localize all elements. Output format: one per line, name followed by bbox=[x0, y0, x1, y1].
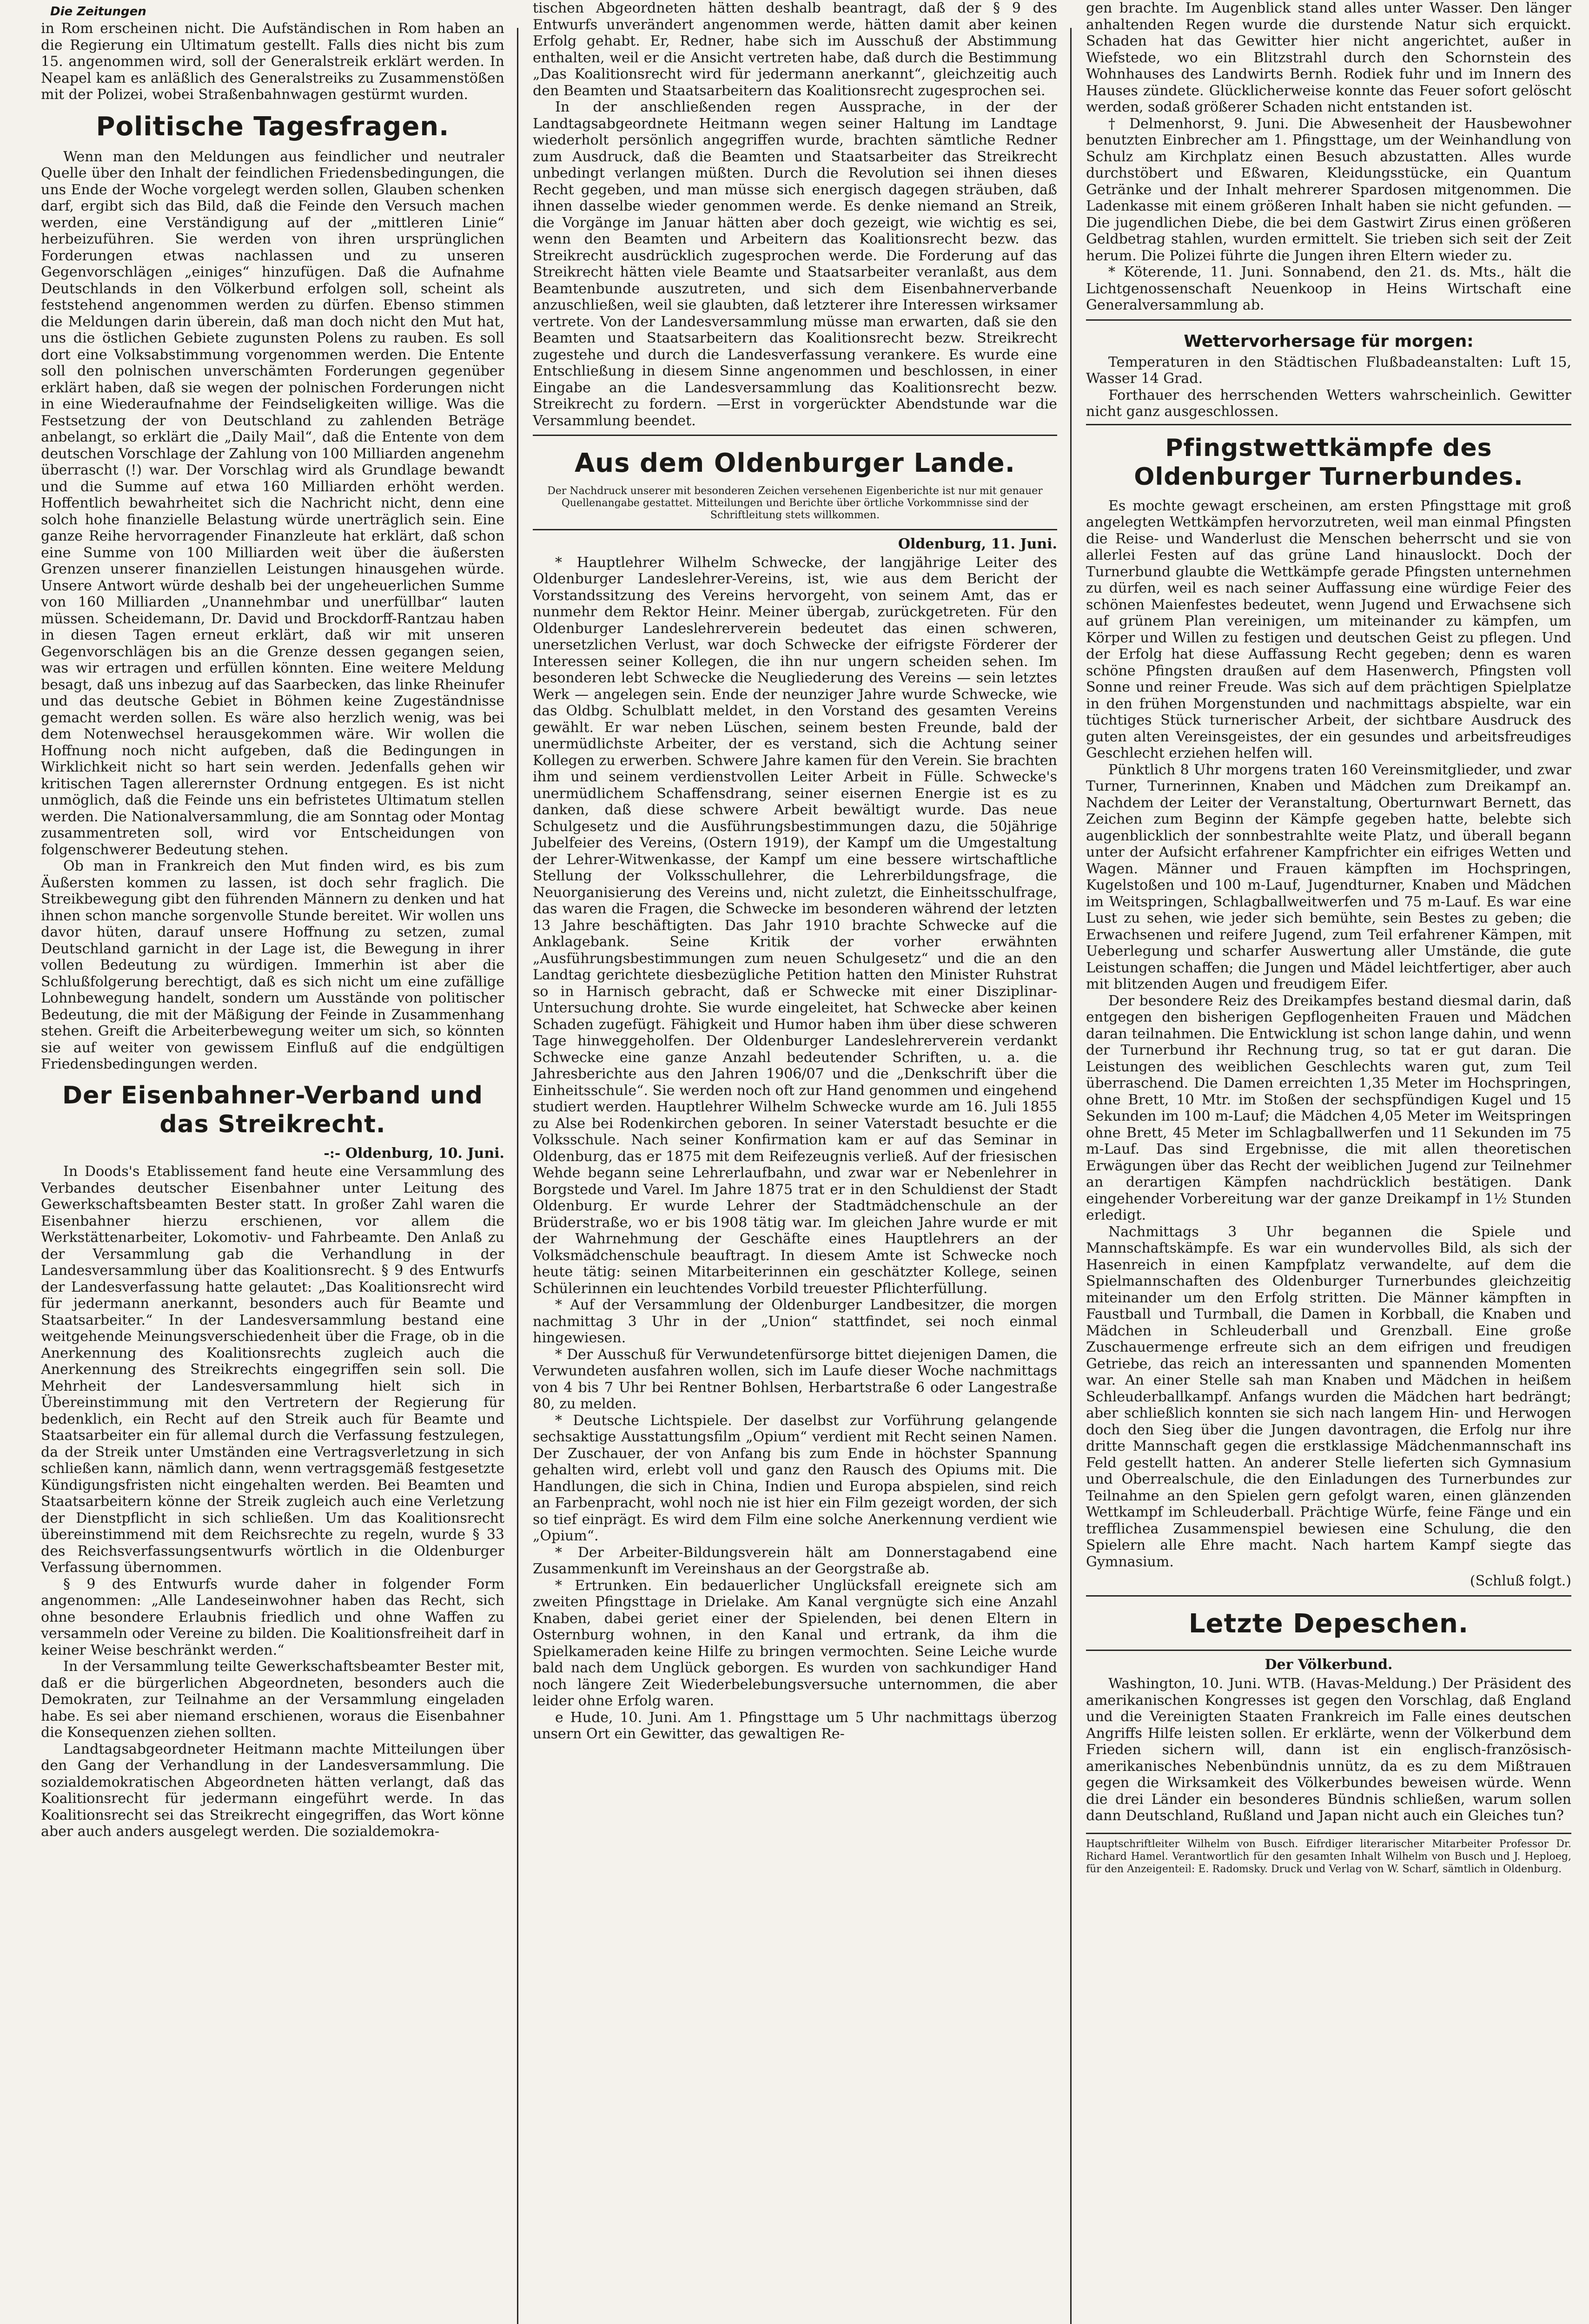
headline-letzte-depeschen: Letzte Depeschen. bbox=[1188, 1608, 1469, 1639]
headline-pfingstwettkaempfe: Pfingstwettkämpfe des Oldenburger Turnerbundes. bbox=[1134, 434, 1523, 491]
local-news-item: † Delmenhorst, 9. Juni. Die Abwesenheit der Hausbewohner benutzten Einbrecher am 1. Pfingsttage, um der Weinhandlung von Schulz am Kirchplatz einen Besuch abzustatten. Alles wurde durchstöbert und Eßwaren, Kleidungsstücke, ein Quantum Getränke und der Inhalt mehrerer Spardosen mitgenommen. Die Ladenkasse mit einem größeren Inhalt haben sie nicht gefunden. — Die jugendlichen Diebe, die bei dem Gastwirt Zirus einen größeren Geldbetrag stahlen, wurden ermittelt. Sie trieben sich seit der Zeit herum. Die Polizei führte die Jungen ihren Eltern wieder zu. bbox=[1086, 115, 1571, 264]
continued-note: (Schluß folgt.) bbox=[1470, 1573, 1571, 1589]
article-paragraph: Nachmittags 3 Uhr begannen die Spiele und Mannschaftskämpfe. Es war ein wundervolles Bild, als sich der Hasenreich in einen Kampfplatz verwandelte, auf dem die Spielmannschaften des Oldenburger Turnerbundes gleichzeitig miteinander um den Erfolg stritten. Die Männer kämpften in Faustball und Turmball, die Damen in Korbball, die Knaben und Mädchen in Schleuderball und Grenzball. Eine große Zuschauermenge erfreute sich an dem eifrigen und freudigen Getriebe, das reich an interessanten und spannenden Momenten war. An einer Stelle sah man Knaben und Mädchen in heißem Schleuderballkampf. Anfangs wurden die Mädchen hart bedrängt; aber schließlich konnten sie sich nach langem Hin- und Herwogen doch den Sieg über die Jungen davontragen, die Erfolg nur ihre dritte Mannschaft gegen die erstklassige Mädchenmannschaft ins Feld gestellt hatten. An anderer Stelle lieferten sich Gymnasium und Oberrealschule, die den Einladungen des Turnerbundes zur Teilnahme an den Spielen gern gefolgt waren, einen glänzenden Wettkampf im Schleuderball. Prächtige Würfe, feine Fänge und ein trefflichea Zusammenspiel bewiesen eine Schulung, die den Spielern alle Ehre macht. Nach hartem Kampf siegte das Gymnasium. bbox=[1086, 1223, 1571, 1570]
section-header-box bbox=[533, 435, 1057, 530]
depeschen-subhead: Der Völkerbund. bbox=[1265, 1656, 1393, 1673]
headline-politische-tagesfragen: Politische Tagesfragen. bbox=[96, 111, 450, 142]
local-news-item: gen brachte. Im Augenblick stand alles unter Wasser. Den länger anhaltenden Regen wurde die durstende Natur sich erquickt. Schaden hat das Gewitter hier nicht angerichtet, außer in Wiefstede, wo ein Blitzstrahl durch den Schornstein des Wohnhauses des Landwirts Bernh. Rodiek fuhr und im Innern des Hauses zündete. Glücklicherweise konnte das Feuer sofort gelöscht werden, sodaß größerer Schaden nicht entstanden ist. bbox=[1086, 0, 1571, 115]
local-news-item: * Der Ausschuß für Verwundetenfürsorge bittet diejenigen Damen, die Verwundeten ausfahren wollen, sich im Laufe dieser Woche nachmittags von 4 bis 7 Uhr bei Rentner Bohlsen, Herbartstraße 6 oder Langestraße 80, zu melden. bbox=[533, 1346, 1057, 1412]
article-paragraph: Wenn man den Meldungen aus feindlicher und neutraler Quelle über den Inhalt der feindlichen Friedensbedingungen, die uns Ende der Woche vorgelegt werden sollen, Glauben schenken darf, ergibt sich das Bild, daß die Feinde den Versuch machen werden, eine Verständigung auf der „mittleren Linie“ herbeizuführen. Sie werden von ihren ursprünglichen Forderungen etwas nachlassen und zu unseren Gegenvorschlägen „einiges“ hinzufügen. Daß die Aufnahme Deutschlands in den Völkerbund erfolgen soll, scheint als feststehend angenommen werden zu dürfen. Ebenso stimmen die Meldungen darin überein, daß man doch nicht den Mut hat, uns die östlichen Gebiete zugunsten Polens zu rauben. Es soll dort eine Volksabstimmung vorgenommen werden. Die Entente soll den polnischen unverschämten Forderungen gegenüber erklärt haben, daß sie wegen der polnischen Forderungen nicht in eine Wiederaufnahme der Feindseligkeiten willige. Was die Festsetzung der von Deutschland zu zahlenden Beträge anbelangt, so erklärt die „Daily Mail“, daß die Entente von dem deutschen Vorschlage der Zahlung von 100 Milliarden angenehm überrascht (!) war. Der Vorschlag wird als Grundlage bewandt und die Summe auf etwa 160 Milliarden erhöht werden. Hoffentlich bewahrheitet sich die Nachricht nicht, denn eine solch hohe finanzielle Belastung würde unerträglich sein. Eine ganze Reihe hervorragender Finanzleute hat erklärt, daß schon eine Summe von 100 Milliarden weit über die äußersten Grenzen unserer finanziellen Leistungen hinausgehen würde. Unsere Antwort würde deshalb bei der ungeheuerlichen Summe von 160 Milliarden „Unannehmbar und unerfüllbar“ lauten müssen. Scheidemann, Dr. David und Brockdorff-Rantzau haben in diesen Tagen erneut erklärt, daß wir mit unseren Gegenvorschlägen bis an die Grenze dessen gegangen seien, was wir ertragen und erfüllen könnten. Eine weitere Meldung besagt, daß uns inbezug auf das Saarbecken, das linke Rheinufer und das deutsche Gebiet in Böhmen keine Zugeständnisse gemacht werden sollen. Es wäre also herzlich wenig, was bei dem Notenwechsel herausgekommen wäre. Wir wollen die Hoffnung noch nicht aufgeben, daß die Bedingungen in Wirklichkeit nicht so hart sein werden. Jedenfalls gehen wir kritischen Tagen allerernster Ordnung entgegen. Es ist nicht unmöglich, daß die Feinde uns ein befristetes Ultimatum stellen werden. Die Nationalversammlung, die am Sonntag oder Montag zusammentreten soll, wird vor Entscheidungen von folgenschwerer Bedeutung stehen. bbox=[41, 148, 504, 858]
article-paragraph: § 9 des Entwurfs wurde daher in folgender Form angenommen: „Alle Landeseinwohner haben das Recht, sich ohne besondere Erlaubnis friedlich und ohne Waffen zu versammeln oder Vereine zu bilden. Die Koalitionsfreiheit darf in keiner Weise beschränkt werden.“ bbox=[41, 1576, 504, 1658]
headline-eisenbahner-verband: Der Eisenbahner-Verband und das Streikrecht. bbox=[62, 1081, 483, 1138]
column-3 bbox=[1078, 0, 1580, 2324]
local-news-item: * Auf der Versammlung der Oldenburger Landbesitzer, die morgen nachmittag 3 Uhr in der „Union“ stattfindet, sei noch einmal hingewiesen. bbox=[533, 1297, 1057, 1346]
depeschen-box bbox=[1086, 1595, 1571, 1651]
local-news-item: * Hauptlehrer Wilhelm Schwecke, der langjährige Leiter des Oldenburger Landeslehrer-Vereins, ist, wie aus dem Bericht der Vorstandssitzung des Vereins hervorgeht, von seinem Amt, das er nunmehr dem Rektor Heinr. Meiner übergab, zurückgetreten. Für den Oldenburger Landeslehrerverein bedeutet das einen schweren, unersetzlichen Verlust, war doch Schwecke der eifrigste Förderer der Interessen seiner Kollegen, die ihn nur ungern scheiden sehen. Im besonderen lebt Schwecke die Neugliederung des Vereins — sein letztes Werk — angelegen sein. Ende der neunziger Jahre wurde Schwecke, wie das Oldbg. Schulblatt meldet, in den Vorstand des gesamten Vereins gewählt. Er war neben Lüschen, seinem besten Freunde, bald der unermüdlichste Arbeiter, der es verstand, sich die Achtung seiner Kollegen zu erwerben. Schwere Jahre kamen für den Verein. Sie brachten ihm und seinem verdienstvollen Leiter Arbeit in Fülle. Schwecke's unermüdlichem Schaffensdrang, seiner eisernen Energie ist es zu danken, daß diese schwere Arbeit bewältigt wurde. Das neue Schulgesetz und die Ausführungsbestimmungen dazu, die 50jährige Jubelfeier des Vereins, (Ostern 1919), der Kampf um die Umgestaltung der Lehrer-Witwenkasse, der Kampf um eine bessere wirtschaftliche Stellung der Volksschullehrer, die Lehrerbildungsfrage, die Neuorganisierung des Vereins und, nicht zuletzt, die Einheitsschulfrage, das waren die Fragen, die Schwecke im besonderen während der letzten 13 Jahre beschäftigten. Das Jahr 1910 brachte Schwecke auf die Anklagebank. Seine Kritik der vorher erwähnten „Ausführungsbestimmungen zum neuen Schulgesetz“ und die an den Landtag gerichtete diesbezügliche Petition hatten den Minister Ruhstrat so in Harnisch gebracht, daß er Schwecke mit einer Disziplinar-Untersuchung drohte. Sie wurde eingeleitet, hat Schwecke aber keinen Schaden zugefügt. Fähigkeit und Humor haben ihm über diese schweren Tage hinweggeholfen. Der Oldenburger Landeslehrerverein verdankt Schwecke eine ganze Anzahl bedeutender Schriften, u. a. die Jahresberichte aus den Jahren 1906/07 und die „Denkschrift über die Einheitsschule“. Sie werden noch oft zur Hand genommen und eingehend studiert werden. Hauptlehrer Wilhelm Schwecke wurde am 16. Juli 1855 zu Alse bei Rodenkirchen geboren. In seiner Vaterstadt besuchte er die Volksschule. Nach seiner Konfirmation kam er auf das Seminar in Oldenburg, das er 1875 mit dem Reifezeugnis verließ. Auf der friesischen Wehde begann seine Lehrerlaufbahn, und zwar war er Nebenlehrer in Borgstede und Varel. Im Jahre 1875 trat er in den Schuldienst der Stadt Oldenburg. Er wurde Lehrer der Stadtmädchenschule an der Brüderstraße, wo er bis 1908 tätig war. Im gleichen Jahre wurde er mit der Wahrnehmung der Geschäfte eines Hauptlehrers an der Volksmädchenschule beauftragt. In diesem Amte ist Schwecke noch heute tätig: seinen Mitarbeiterinnen ein geschätzter Kollege, seinen Schülerinnen ein leuchtendes Vorbild treuester Pflichterfüllung. bbox=[533, 554, 1057, 1297]
article-paragraph: tischen Abgeordneten hätten deshalb beantragt, daß der § 9 des Entwurfs unverändert angenommen werde, hätten damit aber keinen Erfolg gehabt. Er, Redner, habe sich im Ausschuß der Abstimmung enthalten, weil er die Ansicht vertreten habe, daß durch die Bestimmung „Das Koalitionsrecht wird für jedermann anerkannt“, gleichzeitig auch den Beamten und Staatsarbeitern das Koalitionsrecht zugesprochen sei. bbox=[533, 0, 1057, 99]
dateline: Oldenburg, 11. Juni. bbox=[898, 536, 1057, 552]
article-paragraph: In Doods's Etablissement fand heute eine Versammlung des Verbandes deutscher Eisenbahner unter Leitung des Gewerkschaftsbeamten Bester statt. In großer Zahl waren die Eisenbahner hierzu erschienen, vor allem die Werkstättenarbeiter, Lokomotiv- und Fahrbeamte. Den Anlaß zu der Versammlung gab die Verhandlung in der Landesversammlung über das Koalitionsrecht. § 9 des Entwurfs der Landesverfassung hatte gelautet: „Das Koalitionsrecht wird für jedermann anerkannt, besonders auch für Beamte und Staatsarbeiter.“ In der Landesversammlung bestand eine weitgehende Meinungsverschiedenheit über die Frage, ob in die Anerkennung des Koalitionsrechts zugleich auch die Anerkennung des Streikrechts eingegriffen sein soll. Die Mehrheit der Landesversammlung hielt sich in Übereinstimmung mit den Vertretern der Regierung für bedenklich, ein Recht auf den Streik auch für Beamte und Staatsarbeiter ein für allemal durch die Verfassung festzulegen, da der Streik unter Umständen eine Vertragsverletzung in sich schließen kann, nämlich dann, wenn vertragsgemäß festgesetzte Kündigungsfristen nicht eingehalten werden. Bei Beamten und Staatsarbeitern könne der Streik zugleich auch eine Verletzung der Dienstpflicht in sich schließen. Um das Koalitionsrecht übereinstimmend mit dem Reichsrechte zu regeln, wurde § 33 des Reichsverfassungsentwurfs wörtlich in die Oldenburger Verfassung übernommen. bbox=[41, 1163, 504, 1576]
article-paragraph: In der anschließenden regen Aussprache, in der der Landtagsabgeordnete Heitmann wegen seiner Haltung im Landtage wiederholt persönlich angegriffen wurde, brachten sämtliche Redner zum Ausdruck, daß die Beamten und Staatsarbeiter das Streikrecht unbedingt verlangen müßten. Durch die Revolution sei ihnen dieses Recht gegeben, und man müsse sich energisch dagegen sträuben, daß ihnen dasselbe wieder genommen werde. Es denke niemand an Streik, die Vorgänge im Januar hätten aber doch gezeigt, wie wichtig es sei, wenn den Beamten und Arbeitern das Koalitionsrecht bezw. das Streikrecht ausdrücklich zugesprochen werde. Die Forderung auf das Streikrecht hätten viele Beamte und Staatsarbeiter veranlaßt, aus dem Beamtenbunde auszutreten, und sich dem Eisenbahnerverbande anzuschließen, weil sie glaubten, daß letzterer ihre Interessen wirksamer vertrete. Von der Landesversammlung müsse man erwarten, daß sie den Beamten und Staatsarbeitern das Koalitionsrecht bezw. Streikrecht zugestehe und durch die Landesverfassung verankere. Es wurde eine Entschließung in diesem Sinne angenommen und beschlossen, in einer Eingabe an die Landesversammlung das Koalitionsrecht bezw. Streikrecht zu fordern. —Erst in vorgerückter Abendstunde war die Versammlung beendet. bbox=[533, 99, 1057, 429]
depeschen-text: Washington, 10. Juni. WTB. (Havas-Meldung.) Der Präsident des amerikanischen Kongresses ist gegen den Vorschlag, daß England und die Vereinigten Staaten Frankreich im Falle eines deutschen Angriffs Hilfe leisten sollen. Er erklärte, wenn der Völkerbund dem Frieden sichern will, dann ist ein englisch-französisch-amerikanisches Nebenbündnis unnütz, da es zu dem Mißtrauen gegen die Wirksamkeit des Völkerbundes beweisen würde. Wenn die drei Länder ein besonderes Bündnis schließen, warum sollen dann Deutschland, Rußland und Japan nicht auch ein Gleiches tun? bbox=[1086, 1676, 1571, 1824]
column-rule bbox=[517, 28, 518, 2324]
local-news-item: e Hude, 10. Juni. Am 1. Pfingsttage um 5 Uhr nachmittags überzog unsern Ort ein Gewitter, das gewaltigen Re- bbox=[533, 1709, 1057, 1742]
reprint-note: Der Nachdruck unserer mit besonderen Zeichen versehenen Eigenberichte ist nur mit genauer Quellenangabe gestattet. Mitteilungen und Berichte über örtliche Vorkommnisse sind der Schriftleitung stets willkommen. bbox=[547, 485, 1043, 521]
headline-wettervorhersage: Wettervorhersage für morgen: bbox=[1184, 331, 1474, 351]
article-paragraph: Es mochte gewagt erscheinen, am ersten Pfingsttage mit groß angelegten Wettkämpfen hervorzutreten, weil man einmal Pfingsten die Reise- und Wanderlust die Menschen beherrscht und sie von allerlei Festen auf das grüne Land hinauslockt. Doch der Turnerbund glaubte die Wettkämpfe gerade Pfingsten unternehmen zu dürfen, weil es nach seiner Auffassung eine würdige Feier des schönen Maienfestes bedeutet, wenn Jugend und Erwachsene sich auf grünem Plan vereinigen, um miteinander zu kämpfen, um Körper und Willen zu festigen und deutschen Geist zu pflegen. Und der Erfolg hat diese Auffassung Recht gegeben; denn es waren schöne Pfingsten draußen auf dem Hasenwerch, Pfingsten voll Sonne und reiner Freude. Was sich auf dem prächtigen Spielplatze in den frühen Morgenstunden und nachmittags abspielte, war ein tüchtiges Stück turnerischer Arbeit, der sichtbare Ausdruck des guten alten Vereinsgeistes, der ein gesundes und arbeitsfreudiges Geschlecht erziehen helfen will. bbox=[1086, 497, 1571, 761]
column-rule bbox=[1070, 28, 1072, 2324]
local-news-item: * Deutsche Lichtspiele. Der daselbst zur Vorführung gelangende sechsaktige Ausstattungsfilm „Opium“ verdient mit Recht seinen Namen. Der Zuschauer, der von Anfang bis zum Ende in höchster Spannung gehalten wird, erlebt voll und ganz den Rausch des Opiums mit. Die Handlungen, die sich in China, Indien und Europa abspielen, sind reich an Farbenpracht, wohl noch nie ist hier ein Film gezeigt worden, der sich so tief einprägt. Es wird dem Film eine solche Anerkennung verdient wie „Opium“. bbox=[533, 1412, 1057, 1544]
continuation-kicker: Die Zeitungen bbox=[50, 5, 146, 19]
local-news-item: * Ertrunken. Ein bedauerlicher Unglücksfall ereignete sich am zweiten Pfingsttage in Drielake. Am Kanal vergnügte sich eine Anzahl Knaben, dabei geriet einer der Spielenden, bei denen Eltern in Osternburg wohnen, in den Kanal und ertrank, da ihm die Spielkameraden keine Hilfe zu bringen vermochten. Seine Leiche wurde bald nach dem Unglück geborgen. Es wurden von sachkundiger Hand noch längere Zeit Wiederbelebungsversuche unternommen, die aber leider ohne Erfolg waren. bbox=[533, 1577, 1057, 1709]
weather-box bbox=[1086, 319, 1571, 425]
article-paragraph: Ob man in Frankreich den Mut finden wird, es bis zum Äußersten kommen zu lassen, ist doch sehr fraglich. Die Streikbewegung gibt den führenden Männern zu denken und hat ihnen schon manche sorgenvolle Stunde bereitet. Wir wollen uns davor hüten, darauf unsere Hoffnung zu setzen, zumal Deutschland garnicht in der Lage ist, die Bewegung in ihrer vollen Bedeutung zu würdigen. Immerhin ist aber die Schlußfolgerung berechtigt, daß es sich nicht um eine zufällige Lohnbewegung handelt, sondern um Ausstände von politischer Bedeutung, die mit der Mäßigung der Feinde in Zusammenhang stehen. Greift die Arbeiterbewegung weiter um sich, so könnten sie auf weiter von gewissem Einfluß auf die endgültigen Friedensbedingungen werden. bbox=[41, 858, 504, 1072]
continuation-text: in Rom erscheinen nicht. Die Aufständischen in Rom haben an die Regierung ein Ultimatum gestellt. Falls dies nicht bis zum 15. angenommen wird, soll der Generalstreik erklärt werden. In Neapel kam es anläßlich des Generalstreiks zu Zusammenstößen mit der Polizei, wobei Straßenbahnwagen gestürmt wurden. bbox=[41, 20, 504, 103]
article-paragraph: Pünktlich 8 Uhr morgens traten 160 Vereinsmitglieder, und zwar Turner, Turnerinnen, Knaben und Mädchen zum Dreikampf an. Nachdem der Leiter der Veranstaltung, Oberturnwart Bernett, das Zeichen zum Beginn der Kämpfe gegeben hatte, belebte sich augenblicklich der sonnbestrahlte weite Platz, und überall begann unter der Aufsicht erfahrener Kampfrichter ein eifriges Wetten und Wagen. Männer und Frauen kämpften im Hochspringen, Kugelstoßen und 100 m-Lauf, Jugendturner, Knaben und Mädchen im Weitspringen, Schlagballweitwerfen und 75 m-Lauf. Es war eine Lust zu sehen, wie jeder sich bemühte, sein Bestes zu geben; die Erwachsenen und reifere Jugend, zum Teil erfahrener Kämpen, mit Ueberlegung und scharfer Auswertung aller Umstände, die gute Leistungen schaffen; die Jungen und Mädel leichtfertiger, aber auch mit blitzenden Augen und freudigem Eifer. bbox=[1086, 761, 1571, 992]
weather-text: Temperaturen in den Städtischen Flußbadeanstalten: Luft 15, Wasser 14 Grad. bbox=[1086, 354, 1571, 387]
dateline: -:- Oldenburg, 10. Juni. bbox=[324, 1145, 504, 1162]
column-1 bbox=[22, 0, 513, 2324]
imprint: Hauptschriftleiter Wilhelm von Busch. Eifrdiger literarischer Mitarbeiter Professor Dr. Richard Hamel. Verantwortlich für den gesamten Inhalt Wilhelm von Busch und J. Heploeg, für den Anzeigenteil: E. Radomsky. Druck und Verlag von W. Scharf, sämtlich in Oldenburg. bbox=[1086, 1833, 1571, 1875]
column-2 bbox=[524, 0, 1066, 2324]
headline-aus-dem-oldenburger-lande: Aus dem Oldenburger Lande. bbox=[574, 448, 1016, 478]
article-paragraph: Landtagsabgeordneter Heitmann machte Mitteilungen über den Gang der Verhandlung in der Landesversammlung. Die sozialdemokratischen Abgeordneten hätten verlangt, daß das Koalitionsrecht für jedermann eingeführt werde. In das Koalitionsrecht sei das Streikrecht eingegriffen, das Wort könne aber auch anders ausgelegt werden. Die sozialdemokra- bbox=[41, 1741, 504, 1840]
local-news-item: * Der Arbeiter-Bildungsverein hält am Donnerstagabend eine Zusammenkunft im Vereinshaus an der Georgstraße ab. bbox=[533, 1544, 1057, 1577]
article-paragraph: Der besondere Reiz des Dreikampfes bestand diesmal darin, daß entgegen den bisherigen Gepflogenheiten Frauen und Mädchen daran teilnahmen. Die Entwicklung ist schon lange dahin, und wenn der Turnerbund ihr Rechnung trug, so tat er gut daran. Die Leistungen des weiblichen Geschlechts waren gut, zum Teil überraschend. Die Damen erreichten 1,35 Meter im Hochspringen, ohne Brett, 10 Mtr. im Stoßen der sechspfündigen Kugel und 15 Sekunden im 100 m-Lauf; die Mädchen 4,05 Meter im Weitspringen ohne Brett, 45 Meter im Schlagballwerfen und 11 Sekunden im 75 m-Lauf. Das sind Ergebnisse, die mit allen theoretischen Erwägungen über das Recht der weiblichen Jugend zur Teilnehmer an derartigen Kämpfen nachdrücklich bestätigen. Dank eingehender Vorbereitung war der ganze Dreikampf in 1½ Stunden erledigt. bbox=[1086, 992, 1571, 1223]
article-paragraph: In der Versammlung teilte Gewerkschaftsbeamter Bester mit, daß er die bürgerlichen Abgeordneten, besonders auch die Demokraten, zur Teilnahme an der Versammlung eingeladen habe. Es sei aber niemand erschienen, woraus die Eisenbahner die Konsequenzen ziehen sollten. bbox=[41, 1658, 504, 1741]
local-news-item: * Köterende, 11. Juni. Sonnabend, den 21. ds. Mts., hält die Lichtgenossenschaft Neuenkoop in Heins Wirtschaft eine Generalversammlung ab. bbox=[1086, 264, 1571, 313]
weather-text: Forthauer des herrschenden Wetters wahrscheinlich. Gewitter nicht ganz ausgeschlossen. bbox=[1086, 387, 1571, 420]
